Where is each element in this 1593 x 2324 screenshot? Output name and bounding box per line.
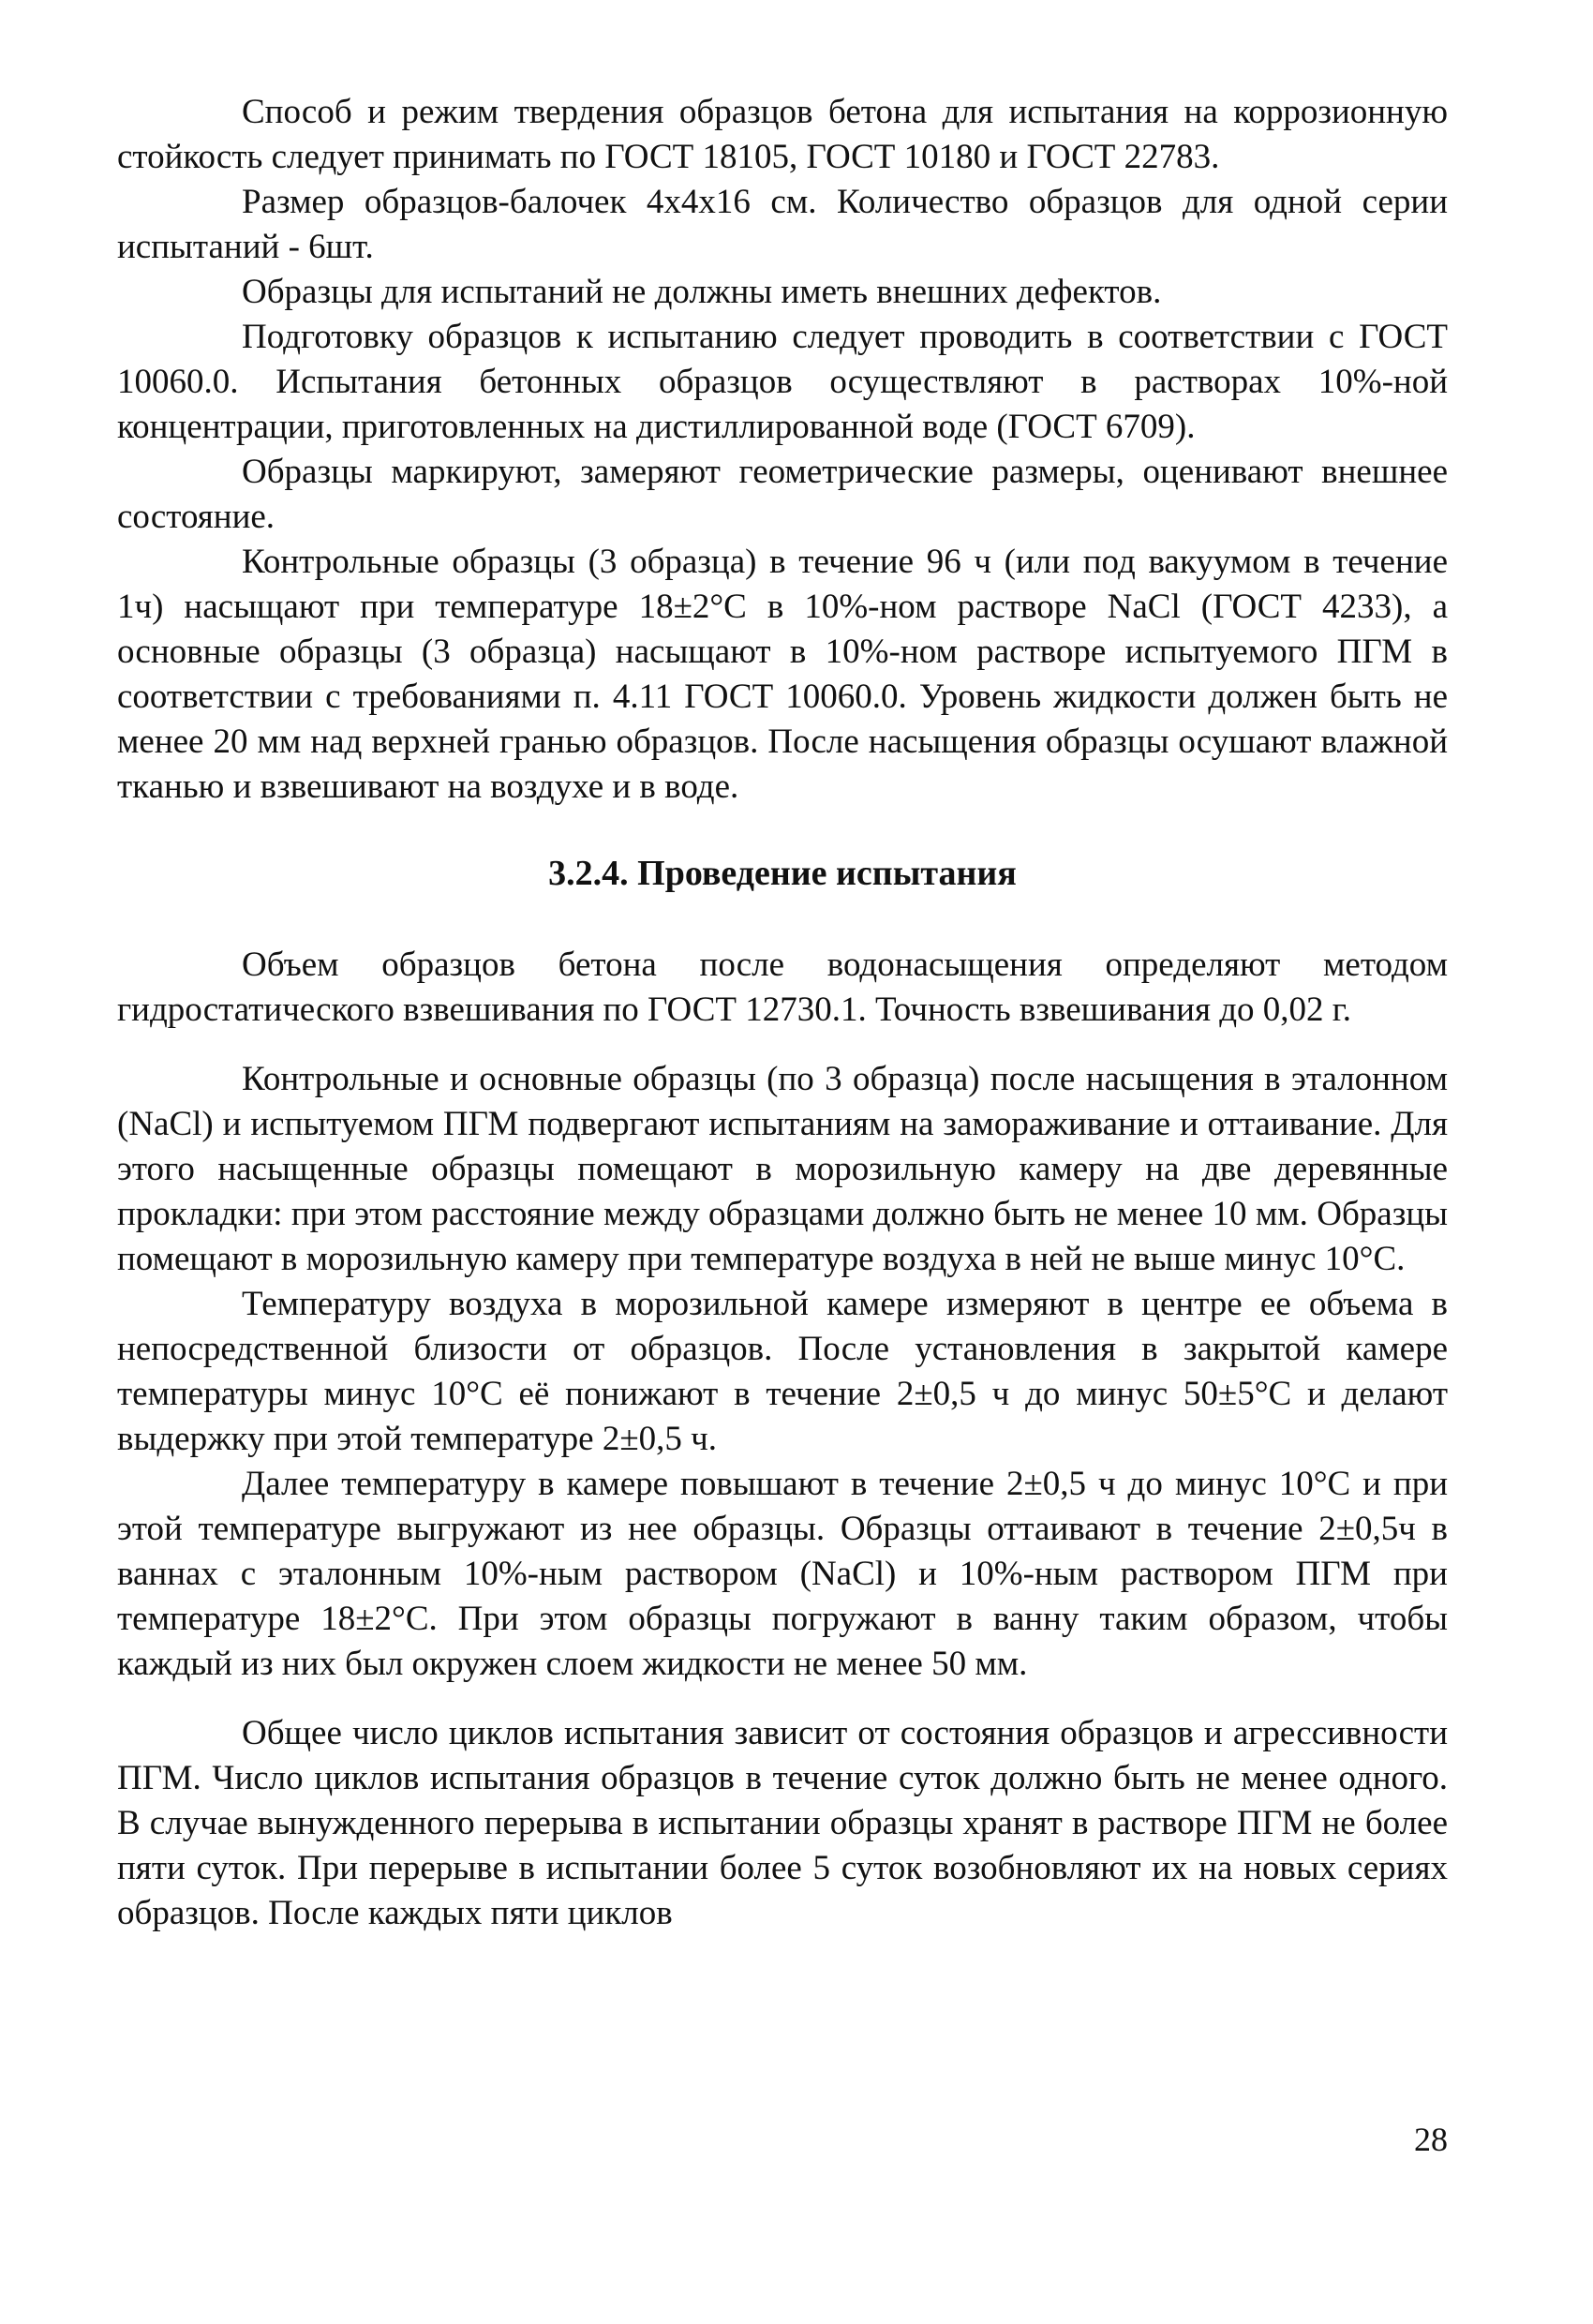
section-heading: 3.2.4. Проведение испытания <box>548 854 1017 893</box>
paragraph-no-defects: Образцы для испытаний не должны иметь внешних дефектов. <box>242 273 1162 311</box>
paragraph-thawing: Далее температуру в камере повышают в течение 2±0,5 ч до минус 10°С и при этой температуре выгружают из нее образцы. Образцы оттаивают в течение 2±0,5ч в ваннах с эталонным 10%-ным раствором (NaCl) и 10%-ным раствором ПГМ при температуре 18±2°С. При этом образцы погружают в ванну таким образом, чтобы каждый из них был окружен слоем жидкости не менее 50 мм. <box>117 1465 1448 1683</box>
paragraph-saturation: Контрольные образцы (3 образца) в течение 96 ч (или под вакуумом в течение 1ч) насыщают при температуре 18±2°С в 10%-ном растворе NaCl (ГОСТ 4233), а основные образцы (3 образца) насыщают в 10%-ном растворе испытуемого ПГМ в соответствии с требованиями п. 4.11 ГОСТ 10060.0. Уровень жидкости должен быть не менее 20 мм над верхней гранью образцов. После насыщения образцы осушают влажной тканью и взвешивают на воздухе и в воде. <box>117 543 1448 806</box>
document-body <box>117 90 1448 1936</box>
paragraph-temperature: Температуру воздуха в морозильной камере измеряют в центре ее объема в непосредственной близости от образцов. После установления в закрытой камере температуры минус 10°С её понижают в течение 2±0,5 ч до минус 50±5°С и делают выдержку при этой температуре 2±0,5 ч. <box>117 1285 1448 1458</box>
paragraph-volume: Объем образцов бетона после водонасыщения определяют методом гидростатического взвешивания по ГОСТ 12730.1. Точность взвешивания до 0,02 г. <box>117 946 1448 1029</box>
page-number: 28 <box>1414 2121 1448 2158</box>
paragraph-sample-size: Размер образцов-балочек 4х4х16 см. Количество образцов для одной серии испытаний - 6шт. <box>117 183 1448 266</box>
paragraph-freezing: Контрольные и основные образцы (по 3 образца) после насыщения в эталонном (NaCl) и испытуемом ПГМ подвергают испытаниям на замораживание и оттаивание. Для этого насыщенные образцы помещают в морозильную камеру на две деревянные прокладки: при этом расстояние между образцами должно быть не менее 10 мм. Образцы помещают в морозильную камеру при температуре воздуха в ней не выше минус 10°С. <box>117 1060 1448 1278</box>
paragraph-curing-mode: Способ и режим твердения образцов бетона для испытания на коррозионную стойкость следует принимать по ГОСТ 18105, ГОСТ 10180 и ГОСТ 22783. <box>117 93 1448 176</box>
paragraph-cycles: Общее число циклов испытания зависит от состояния образцов и агрессивности ПГМ. Число циклов испытания образцов в течение суток должно быть не менее одного. В случае вынужденного перерыва в испытании образцы хранят в растворе ПГМ не более пяти суток. При перерыве в испытании более 5 суток возобновляют их на новых сериях образцов. После каждых пяти циклов <box>117 1714 1448 1932</box>
paragraph-sample-preparation: Подготовку образцов к испытанию следует проводить в соответствии с ГОСТ 10060.0. Испытания бетонных образцов осуществляют в растворах 10%-ной концентрации, приготовленных на дистиллированной воде (ГОСТ 6709). <box>117 318 1448 446</box>
paragraph-marking: Образцы маркируют, замеряют геометрические размеры, оценивают внешнее состояние. <box>117 453 1448 536</box>
